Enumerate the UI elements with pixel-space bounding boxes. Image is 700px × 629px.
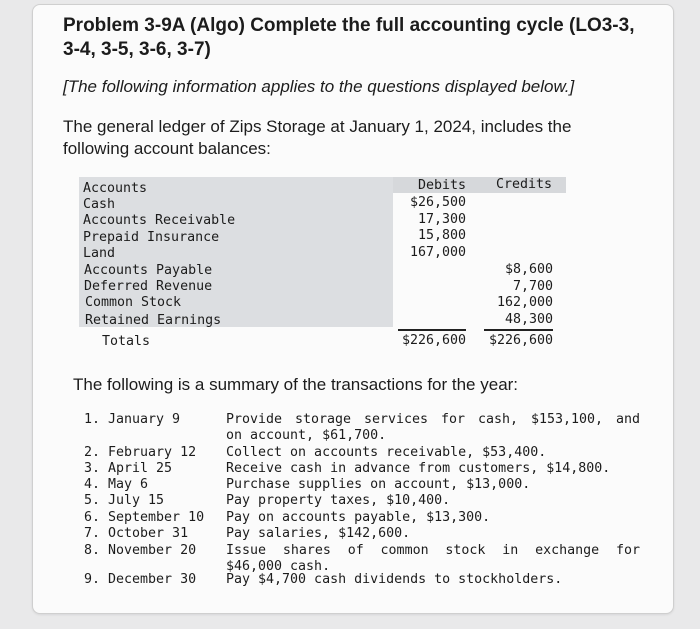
transaction-description: Receive cash in advance from customers, $14,800. xyxy=(226,461,611,476)
account-name: Land xyxy=(83,246,116,261)
transaction-description: Pay salaries, $142,600. xyxy=(226,526,411,541)
ledger-intro: The general ledger of Zips Storage at January 1, 2024, includes the following account balances: xyxy=(63,117,572,158)
applies-note: [The following information applies to the questions displayed below.] xyxy=(63,77,575,96)
transaction-description: Pay property taxes, $10,400. xyxy=(226,493,451,508)
credit-amount: 7,700 xyxy=(512,279,553,294)
credit-amount: 48,300 xyxy=(504,312,553,327)
account-name: Accounts Payable xyxy=(84,263,213,278)
transaction-date: 9. December 30 xyxy=(84,572,197,587)
transaction-date: 6. September 10 xyxy=(84,510,205,525)
totals-label: Totals xyxy=(102,334,151,349)
transaction-description: on account, $61,700. xyxy=(226,428,387,443)
transaction-description: Collect on accounts receivable, $53,400. xyxy=(226,445,547,460)
debit-amount: 17,300 xyxy=(417,212,466,227)
account-name: Retained Earnings xyxy=(85,313,222,328)
transaction-date: 8. November 20 xyxy=(84,543,197,558)
transactions-intro: The following is a summary of the transactions for the year: xyxy=(73,375,519,394)
account-name: Cash xyxy=(83,197,116,212)
transaction-description: Pay $4,700 cash dividends to stockholders. xyxy=(226,572,563,587)
debit-amount: $26,500 xyxy=(409,195,466,210)
debit-total: $226,600 xyxy=(401,333,466,348)
debits-total-rule xyxy=(398,329,466,331)
account-name: Prepaid Insurance xyxy=(83,230,220,245)
problem-title: Problem 3-9A (Algo) Complete the full accounting cycle (LO3-3, 3-4, 3-5, 3-6, 3-7) xyxy=(63,15,635,60)
transaction-description: Pay on accounts payable, $13,300. xyxy=(226,510,491,525)
transaction-description: Purchase supplies on account, $13,000. xyxy=(226,477,531,492)
credit-total: $226,600 xyxy=(488,333,553,348)
transaction-date: 2. February 12 xyxy=(84,445,197,460)
transaction-date: 7. October 31 xyxy=(84,526,189,541)
credit-amount: $8,600 xyxy=(504,262,553,277)
transaction-date: 1. January 9 xyxy=(84,412,181,427)
transaction-description: Provide storage services for cash, $153,100, and xyxy=(226,412,640,427)
transaction-date: 3. April 25 xyxy=(84,461,173,476)
debit-amount: 167,000 xyxy=(409,245,466,260)
account-name: Common Stock xyxy=(85,295,182,310)
debit-amount: 15,800 xyxy=(417,228,466,243)
credit-amount: 162,000 xyxy=(496,295,553,310)
transaction-date: 4. May 6 xyxy=(84,477,149,492)
account-name: Deferred Revenue xyxy=(84,279,213,294)
header-debits: Debits xyxy=(417,178,466,193)
transaction-description: Issue shares of common stock in exchange for xyxy=(226,543,640,558)
header-accounts: Accounts xyxy=(83,181,148,196)
credits-total-rule xyxy=(484,329,553,331)
transaction-date: 5. July 15 xyxy=(84,493,165,508)
account-name: Accounts Receivable xyxy=(83,213,236,228)
transaction-description: $46,000 cash. xyxy=(226,559,331,574)
header-credits: Credits xyxy=(495,177,552,192)
trial-balance-table xyxy=(64,175,567,358)
